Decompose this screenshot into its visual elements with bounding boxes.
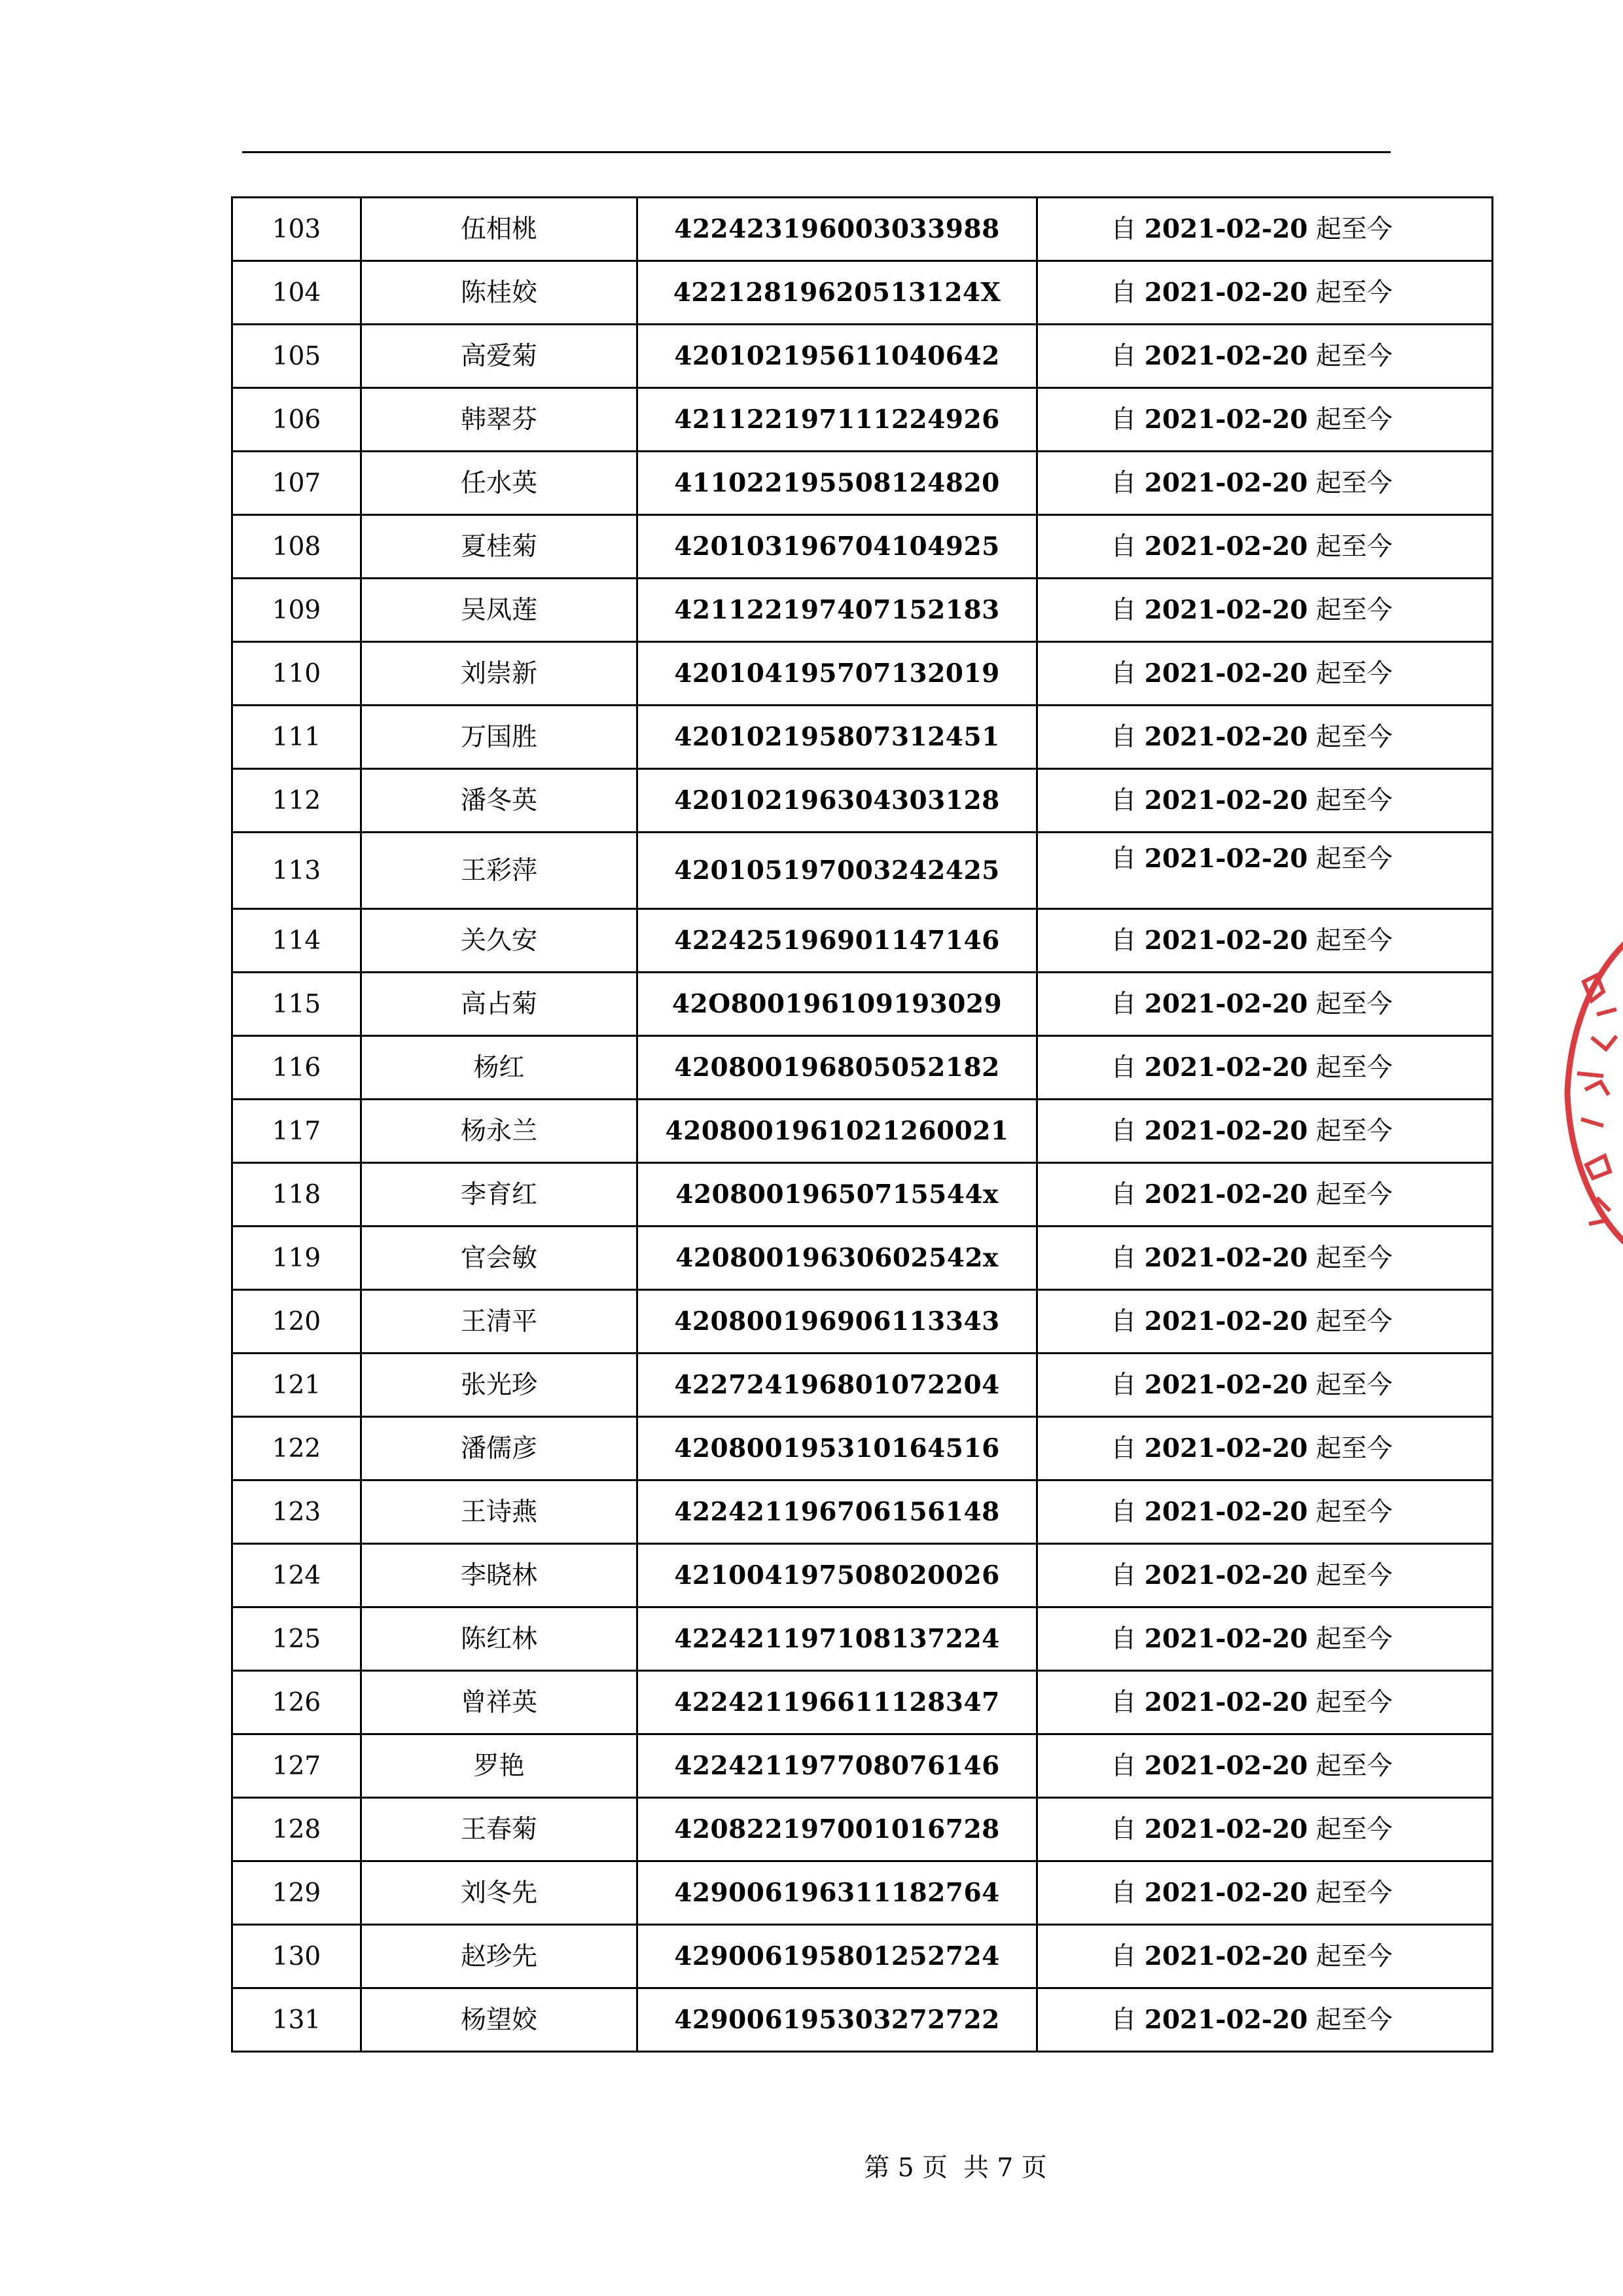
row-number: 104	[232, 261, 361, 325]
period-start-date: 2021-02-20	[1144, 213, 1308, 244]
period-prefix: 自	[1111, 1687, 1137, 1717]
id-number: 42212819620513124X	[637, 261, 1037, 325]
table-row	[232, 769, 1493, 833]
id-number: 420104195707132019	[637, 642, 1037, 706]
period-start-date: 2021-02-20	[1144, 404, 1308, 435]
row-number: 108	[232, 515, 361, 579]
id-number: 422421197108137224	[637, 1607, 1037, 1671]
person-name: 官会敏	[361, 1227, 637, 1290]
period-start-date: 2021-02-20	[1144, 1687, 1308, 1717]
id-number: 422421197708076146	[637, 1734, 1037, 1798]
row-number: 118	[232, 1163, 361, 1227]
id-number: 42080019650715544x	[637, 1163, 1037, 1227]
period-prefix: 自	[1111, 1052, 1137, 1083]
period-suffix: 起至今	[1315, 1052, 1393, 1083]
row-number: 107	[232, 452, 361, 515]
row-number: 103	[232, 198, 361, 261]
period-start-date: 2021-02-20	[1144, 1750, 1308, 1781]
person-name: 潘儒彦	[361, 1417, 637, 1480]
period-start-date: 2021-02-20	[1144, 1369, 1308, 1400]
person-name: 罗艳	[361, 1734, 637, 1798]
id-number: 429006195801252724	[637, 1925, 1037, 1988]
coverage-period	[1037, 1227, 1493, 1290]
period-prefix: 自	[1111, 1433, 1137, 1463]
period-start-date: 2021-02-20	[1144, 658, 1308, 689]
person-name: 陈红林	[361, 1607, 637, 1671]
coverage-period	[1037, 388, 1493, 452]
period-start-date: 2021-02-20	[1144, 1814, 1308, 1844]
person-name: 王春菊	[361, 1798, 637, 1861]
period-prefix: 自	[1111, 404, 1137, 435]
period-prefix: 自	[1111, 1370, 1137, 1400]
row-number: 122	[232, 1417, 361, 1480]
period-prefix: 自	[1111, 595, 1137, 625]
period-start-date: 2021-02-20	[1144, 785, 1308, 816]
coverage-period	[1037, 1417, 1493, 1480]
period-suffix: 起至今	[1315, 595, 1393, 625]
table-row	[232, 973, 1493, 1036]
period-prefix: 自	[1111, 2005, 1137, 2035]
table-row	[232, 833, 1493, 909]
table-row	[232, 642, 1493, 706]
table-row	[232, 1861, 1493, 1925]
id-number: 422425196901147146	[637, 909, 1037, 973]
period-start-date: 2021-02-20	[1144, 1560, 1308, 1590]
period-suffix: 起至今	[1315, 658, 1393, 689]
table-row	[232, 1036, 1493, 1100]
person-name: 杨望姣	[361, 1988, 637, 2052]
row-number: 114	[232, 909, 361, 973]
period-start-date: 2021-02-20	[1144, 1115, 1308, 1146]
id-number: 420102196304303128	[637, 769, 1037, 833]
period-suffix: 起至今	[1315, 1814, 1393, 1844]
period-prefix: 自	[1111, 214, 1137, 244]
period-prefix: 自	[1111, 785, 1137, 816]
id-number: 420822197001016728	[637, 1798, 1037, 1861]
table-row	[232, 1163, 1493, 1227]
period-suffix: 起至今	[1315, 214, 1393, 244]
period-start-date: 2021-02-20	[1144, 1242, 1308, 1273]
period-prefix: 自	[1111, 278, 1137, 308]
period-start-date: 2021-02-20	[1144, 1623, 1308, 1654]
period-start-date: 2021-02-20	[1144, 1496, 1308, 1527]
period-suffix: 起至今	[1315, 989, 1393, 1019]
period-start-date: 2021-02-20	[1144, 2004, 1308, 2035]
period-start-date: 2021-02-20	[1144, 467, 1308, 498]
coverage-period	[1037, 198, 1493, 261]
table-row	[232, 1100, 1493, 1163]
person-name: 张光珍	[361, 1354, 637, 1417]
period-suffix: 起至今	[1315, 1624, 1393, 1654]
table-row	[232, 1227, 1493, 1290]
row-number: 106	[232, 388, 361, 452]
period-suffix: 起至今	[1315, 404, 1393, 435]
period-start-date: 2021-02-20	[1144, 925, 1308, 956]
id-number: 420103196704104925	[637, 515, 1037, 579]
person-name: 吴凤莲	[361, 579, 637, 642]
row-number: 123	[232, 1480, 361, 1544]
period-start-date: 2021-02-20	[1144, 1052, 1308, 1083]
row-number: 111	[232, 706, 361, 769]
period-start-date: 2021-02-20	[1144, 844, 1308, 874]
period-prefix: 自	[1111, 1878, 1137, 1908]
table-row	[232, 1290, 1493, 1354]
coverage-period	[1037, 1607, 1493, 1671]
period-start-date: 2021-02-20	[1144, 531, 1308, 562]
row-number: 121	[232, 1354, 361, 1417]
period-suffix: 起至今	[1315, 785, 1393, 816]
person-name: 王清平	[361, 1290, 637, 1354]
coverage-period	[1037, 1036, 1493, 1100]
person-name: 任水英	[361, 452, 637, 515]
id-number: 42080019630602542x	[637, 1227, 1037, 1290]
period-suffix: 起至今	[1315, 1306, 1393, 1336]
period-suffix: 起至今	[1315, 1370, 1393, 1400]
person-name: 关久安	[361, 909, 637, 973]
coverage-period	[1037, 1798, 1493, 1861]
period-prefix: 自	[1111, 658, 1137, 689]
person-name: 潘冬英	[361, 769, 637, 833]
row-number: 119	[232, 1227, 361, 1290]
id-number: 422421196706156148	[637, 1480, 1037, 1544]
table-row	[232, 1925, 1493, 1988]
period-start-date: 2021-02-20	[1144, 1179, 1308, 1210]
table-row	[232, 1988, 1493, 2052]
coverage-period	[1037, 909, 1493, 973]
period-suffix: 起至今	[1315, 1497, 1393, 1527]
coverage-period	[1037, 1354, 1493, 1417]
coverage-period	[1037, 1163, 1493, 1227]
period-start-date: 2021-02-20	[1144, 988, 1308, 1019]
coverage-period	[1037, 1925, 1493, 1988]
person-name: 杨永兰	[361, 1100, 637, 1163]
id-number: 429006196311182764	[637, 1861, 1037, 1925]
period-suffix: 起至今	[1315, 341, 1393, 371]
person-name: 李晓林	[361, 1544, 637, 1607]
period-prefix: 自	[1111, 341, 1137, 371]
row-number: 128	[232, 1798, 361, 1861]
id-number: 422724196801072204	[637, 1354, 1037, 1417]
row-number: 125	[232, 1607, 361, 1671]
row-number: 115	[232, 973, 361, 1036]
period-suffix: 起至今	[1315, 844, 1393, 874]
period-start-date: 2021-02-20	[1144, 340, 1308, 371]
coverage-period	[1037, 325, 1493, 388]
coverage-period	[1037, 1480, 1493, 1544]
period-suffix: 起至今	[1315, 1433, 1393, 1463]
person-name: 李育红	[361, 1163, 637, 1227]
id-number: 429006195303272722	[637, 1988, 1037, 2052]
id-number: 421122197407152183	[637, 579, 1037, 642]
table-row	[232, 579, 1493, 642]
id-number: 42O800196109193029	[637, 973, 1037, 1036]
period-suffix: 起至今	[1315, 1751, 1393, 1781]
person-name: 王彩萍	[361, 833, 637, 909]
period-prefix: 自	[1111, 1497, 1137, 1527]
period-prefix: 自	[1111, 1306, 1137, 1336]
person-name: 杨红	[361, 1036, 637, 1100]
table-row	[232, 1480, 1493, 1544]
table-row	[232, 515, 1493, 579]
row-number: 110	[232, 642, 361, 706]
period-prefix: 自	[1111, 1941, 1137, 1971]
period-suffix: 起至今	[1315, 1687, 1393, 1717]
row-number: 109	[232, 579, 361, 642]
id-number: 420105197003242425	[637, 833, 1037, 909]
row-number: 124	[232, 1544, 361, 1607]
period-start-date: 2021-02-20	[1144, 277, 1308, 308]
period-suffix: 起至今	[1315, 1243, 1393, 1273]
id-number: 420800195310164516	[637, 1417, 1037, 1480]
coverage-period	[1037, 973, 1493, 1036]
table-row	[232, 1544, 1493, 1607]
person-name: 赵珍先	[361, 1925, 637, 1988]
table-row	[232, 1671, 1493, 1734]
person-name: 高爱菊	[361, 325, 637, 388]
table-row	[232, 1607, 1493, 1671]
id-number: 420102195807312451	[637, 706, 1037, 769]
table-row	[232, 1734, 1493, 1798]
period-suffix: 起至今	[1315, 1116, 1393, 1146]
page-footer	[0, 2147, 1623, 2184]
person-name: 夏桂菊	[361, 515, 637, 579]
coverage-period	[1037, 452, 1493, 515]
row-number: 116	[232, 1036, 361, 1100]
period-start-date: 2021-02-20	[1144, 594, 1308, 625]
period-suffix: 起至今	[1315, 468, 1393, 498]
person-name: 刘冬先	[361, 1861, 637, 1925]
row-number: 131	[232, 1988, 361, 2052]
period-start-date: 2021-02-20	[1144, 1877, 1308, 1908]
period-prefix: 自	[1111, 1814, 1137, 1844]
period-start-date: 2021-02-20	[1144, 1941, 1308, 1971]
row-number: 105	[232, 325, 361, 388]
row-number: 129	[232, 1861, 361, 1925]
period-suffix: 起至今	[1315, 2005, 1393, 2035]
period-prefix: 自	[1111, 1116, 1137, 1146]
person-name: 韩翠芬	[361, 388, 637, 452]
row-number: 112	[232, 769, 361, 833]
id-number: 411022195508124820	[637, 452, 1037, 515]
period-prefix: 自	[1111, 989, 1137, 1019]
header-rule	[242, 151, 1391, 153]
coverage-period	[1037, 1544, 1493, 1607]
coverage-period	[1037, 1988, 1493, 2052]
coverage-period	[1037, 1290, 1493, 1354]
period-suffix: 起至今	[1315, 278, 1393, 308]
coverage-period	[1037, 261, 1493, 325]
period-prefix: 自	[1111, 722, 1137, 752]
table-row	[232, 388, 1493, 452]
coverage-period	[1037, 642, 1493, 706]
period-suffix: 起至今	[1315, 1560, 1393, 1590]
table-row	[232, 706, 1493, 769]
id-number: 420800196805052182	[637, 1036, 1037, 1100]
page-total: 共 7 页	[963, 2153, 1047, 2183]
coverage-period	[1037, 1861, 1493, 1925]
table-row	[232, 198, 1493, 261]
person-name: 万国胜	[361, 706, 637, 769]
id-number: 420102195611040642	[637, 325, 1037, 388]
row-number: 113	[232, 833, 361, 909]
row-number: 120	[232, 1290, 361, 1354]
coverage-period	[1037, 706, 1493, 769]
id-number: 422421196611128347	[637, 1671, 1037, 1734]
period-prefix: 自	[1111, 531, 1137, 562]
table-row	[232, 1417, 1493, 1480]
period-prefix: 自	[1111, 1560, 1137, 1590]
period-suffix: 起至今	[1315, 531, 1393, 562]
period-prefix: 自	[1111, 1179, 1137, 1210]
period-suffix: 起至今	[1315, 1179, 1393, 1210]
id-number: 420800196906113343	[637, 1290, 1037, 1354]
id-number: 422423196003033988	[637, 198, 1037, 261]
coverage-period	[1037, 769, 1493, 833]
table-row	[232, 1798, 1493, 1861]
period-start-date: 2021-02-20	[1144, 1306, 1308, 1336]
period-start-date: 2021-02-20	[1144, 1433, 1308, 1463]
period-start-date: 2021-02-20	[1144, 721, 1308, 752]
table-row	[232, 1354, 1493, 1417]
page-number: 第 5 页	[864, 2153, 948, 2183]
coverage-period	[1037, 1734, 1493, 1798]
person-name: 伍相桃	[361, 198, 637, 261]
coverage-period	[1037, 833, 1493, 909]
record-table	[231, 196, 1493, 2053]
period-prefix: 自	[1111, 1751, 1137, 1781]
period-prefix: 自	[1111, 1624, 1137, 1654]
table-body	[232, 198, 1493, 2052]
coverage-period	[1037, 1100, 1493, 1163]
id-number: 421122197111224926	[637, 388, 1037, 452]
table-row	[232, 452, 1493, 515]
person-name: 刘崇新	[361, 642, 637, 706]
period-suffix: 起至今	[1315, 722, 1393, 752]
period-suffix: 起至今	[1315, 925, 1393, 956]
row-number: 126	[232, 1671, 361, 1734]
row-number: 127	[232, 1734, 361, 1798]
person-name: 高占菊	[361, 973, 637, 1036]
person-name: 曾祥英	[361, 1671, 637, 1734]
coverage-period	[1037, 1671, 1493, 1734]
period-prefix: 自	[1111, 1243, 1137, 1273]
coverage-period	[1037, 579, 1493, 642]
row-number: 117	[232, 1100, 361, 1163]
period-prefix: 自	[1111, 844, 1137, 874]
table-row	[232, 325, 1493, 388]
period-prefix: 自	[1111, 468, 1137, 498]
id-number: 421004197508020026	[637, 1544, 1037, 1607]
period-prefix: 自	[1111, 925, 1137, 956]
person-name: 陈桂姣	[361, 261, 637, 325]
coverage-period	[1037, 515, 1493, 579]
person-name: 王诗燕	[361, 1480, 637, 1544]
period-suffix: 起至今	[1315, 1878, 1393, 1908]
table-row	[232, 261, 1493, 325]
red-seal-stamp-icon	[1558, 903, 1623, 1283]
period-suffix: 起至今	[1315, 1941, 1393, 1971]
table-row	[232, 909, 1493, 973]
row-number: 130	[232, 1925, 361, 1988]
id-number: 4208001961021260021	[637, 1100, 1037, 1163]
